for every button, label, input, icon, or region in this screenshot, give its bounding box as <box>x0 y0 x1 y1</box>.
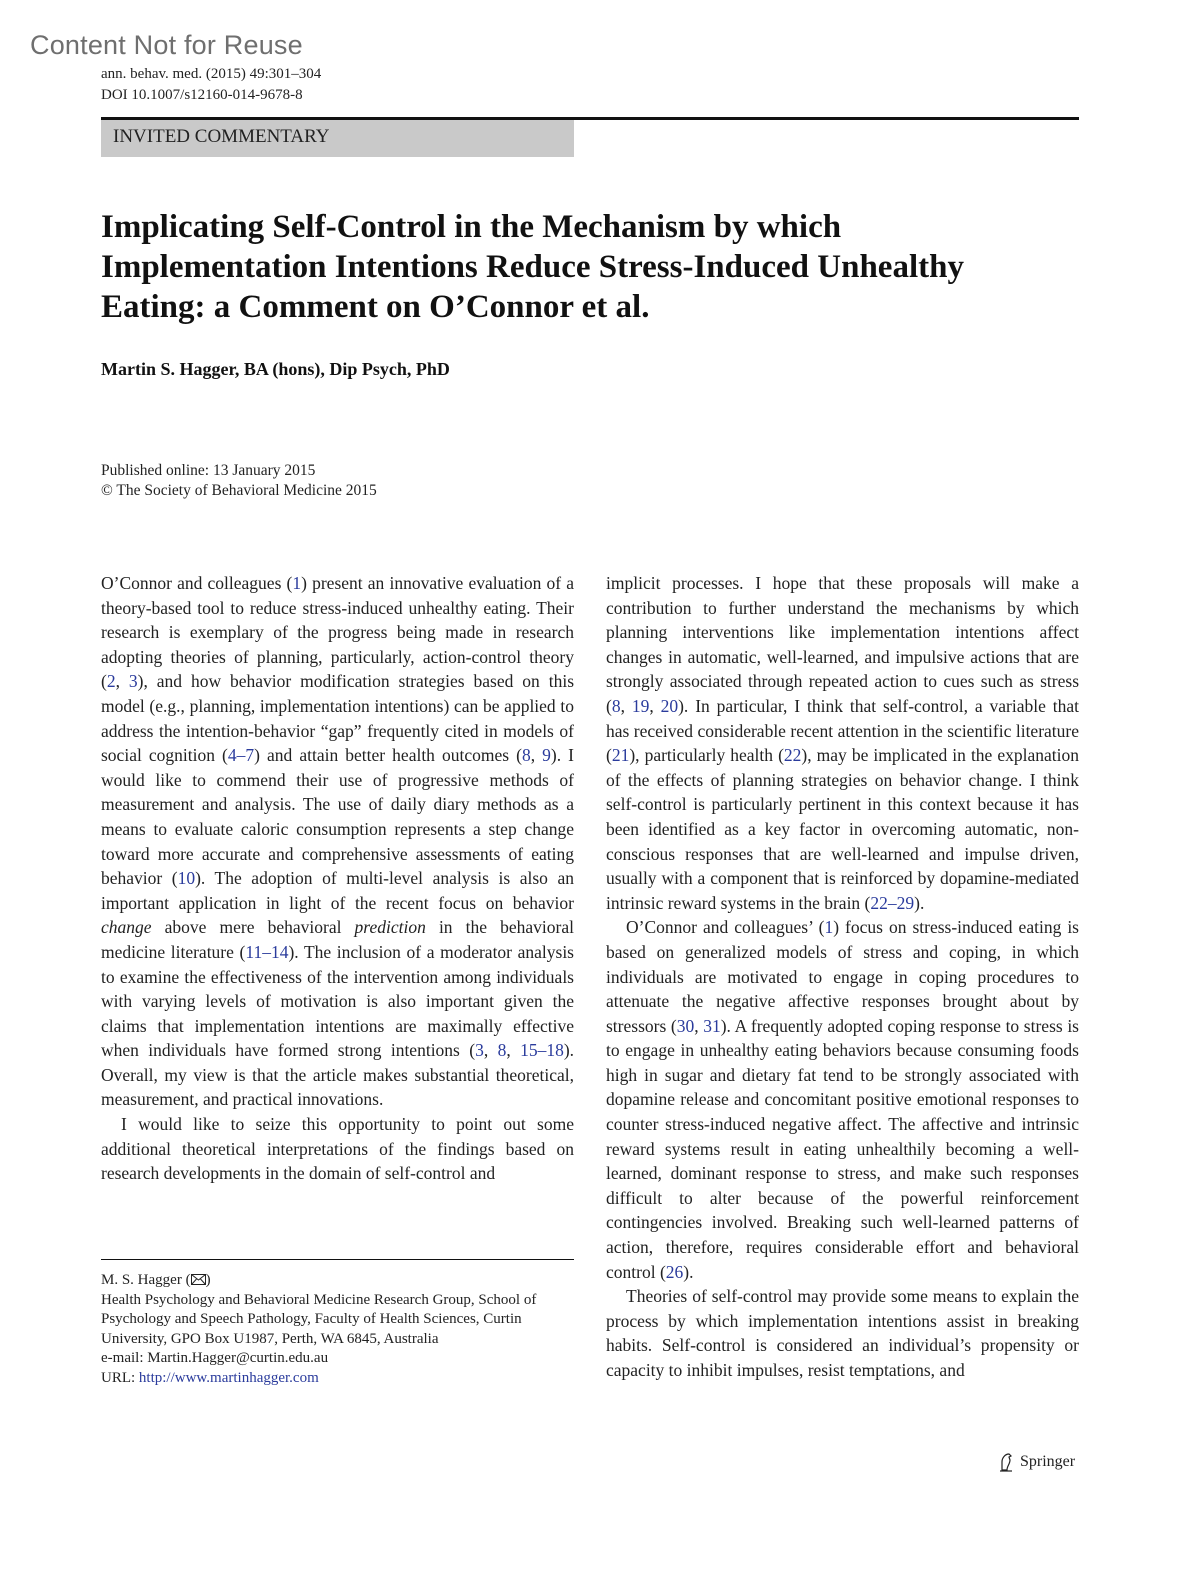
paragraph: O’Connor and colleagues’ (1) focus on stress-induced eating is based on generalized models of stress and coping, in which individuals are motivated to engage in coping procedures to attenuate the negative affective responses brought about by stressors (30, 31). A frequently adopted coping response to stress is to engage in unhealthy eating behaviors because consuming foods high in sugar and dietary fat tend to be strongly associated with dopamine release and concomitant positive emotional responses to counter stress-induced negative affect. The affective and intrinsic reward systems result in eating unhealthily becoming a well-learned, dominant response to stress, and make such responses difficult to alter because of the powerful reinforcement contingencies involved. Breaking such well-learned patterns of action, therefore, requires considerable effort and behavioral control (26). <box>606 917 1079 1282</box>
citation-link[interactable]: 22 <box>783 745 802 766</box>
citation-link[interactable]: 4–7 <box>227 745 255 766</box>
citation-link[interactable]: 1 <box>292 573 302 593</box>
paragraph: implicit processes. I hope that these proposals will make a contribution to further understand the mechanisms by which planning interventions like implementation intentions affect changes in automatic, well-learned, and impulsive actions that are strongly associated through repeated action to cues such as stress (8, 19, 20). In particular, I think that self-control, a variable that has received considerable recent attention in the scientific literature (21), particularly health (22), may be implicated in the explanation of the effects of planning strategies on behavior change. I think self-control is particularly pertinent in this context because it has been identified as a key factor in overcoming automatic, non-conscious responses that are well-learned and impulse driven, usually with a component that is reinforced by dopamine-mediated intrinsic reward systems in the brain (22–29). <box>606 573 1080 913</box>
right-column <box>606 571 1079 1383</box>
citation-link[interactable]: 15–18 <box>520 1040 564 1061</box>
citation-link[interactable]: 2 <box>106 671 116 692</box>
citation-link[interactable]: 8 <box>611 695 621 716</box>
footnote-url-label: URL: <box>101 1369 139 1386</box>
citation-link[interactable]: 30 <box>676 1015 695 1036</box>
citation-link[interactable]: 10 <box>177 868 196 889</box>
paragraph: O’Connor and colleagues (1) present an innovative evaluation of a theory-based tool to reduce stress-induced unhealthy eating. Their research is exemplary of the progress being made in research adopting theories of planning, particularly, action-control theory (2, 3), and how behavior modification strategies based on this model (e.g., planning, implementation intentions) can be applied to address the intention-behavior “gap” frequently cited in models of social cognition (4–7) and attain better health outcomes (8, 9). I would like to commend their use of progressive methods of measurement and analysis. The use of daily diary methods as a means to evaluate caloric consumption represents a step change toward more accurate and comprehensive assessments of eating behavior (10). The adoption of multi-level analysis is also an important application in light of the recent focus on behavior change above mere behavioral prediction in the behavioral medicine literature (11–14). The inclusion of a moderator analysis to examine the effectiveness of the intervention among individuals with varying levels of motivation is also important given the claims that implementation intentions are maximally effective when individuals have formed strong intentions (3, 8, 15–18). Overall, my view is that the article makes substantial theoretical, measurement, and practical innovations. <box>101 573 575 1110</box>
author-url-link[interactable]: http://www.martinhagger.com <box>138 1369 319 1386</box>
footnote-affiliation: Health Psychology and Behavioral Medicine Research Group, School of Psychology and Speech Pathology, Faculty of Health Sciences, Curtin University, GPO Box U1987, Perth, WA 6845, Australia <box>101 1291 537 1347</box>
article-title: Implicating Self-Control in the Mechanism by which Implementation Intentions Reduce Stress-Induced Unhealthy Eating: a Comment on O’Connor et al. <box>101 209 964 325</box>
emphasis-text: change <box>101 917 152 938</box>
doi: DOI 10.1007/s12160-014-9678-8 <box>101 87 303 103</box>
footnote-author <box>101 1271 571 1291</box>
published-date: Published online: 13 January 2015 <box>101 462 316 479</box>
paragraph: Theories of self-control may provide some means to explain the process by which implementation intentions assist in breaking habits. Self-control is considered an individual’s propensity or capacity to inhibit impulses, resist temptations, and <box>606 1286 1079 1380</box>
citation-link[interactable]: 26 <box>665 1261 684 1282</box>
citation-link[interactable]: 20 <box>660 695 679 716</box>
journal-citation: ann. behav. med. (2015) 49:301–304 <box>101 66 322 82</box>
footnote-author-name: M. S. Hagger ( <box>101 1272 191 1288</box>
citation-link[interactable]: 11–14 <box>245 941 289 962</box>
citation-link[interactable]: 3 <box>475 1040 484 1061</box>
publication-info <box>101 461 377 501</box>
citation-link[interactable]: 19 <box>631 695 650 716</box>
publisher-logo <box>998 1452 1075 1472</box>
watermark: Content Not for Reuse <box>30 30 303 60</box>
citation-link[interactable]: 3 <box>128 671 138 692</box>
footnote-url-line <box>101 1369 571 1389</box>
footnote-paren: ) <box>205 1272 211 1288</box>
author-footnote <box>101 1271 571 1388</box>
emphasis-text: prediction <box>354 917 426 938</box>
citation-link[interactable]: 22–29 <box>870 892 915 913</box>
citation-link[interactable]: 8 <box>497 1040 507 1061</box>
citation-link[interactable]: 8 <box>521 745 531 766</box>
envelope-icon <box>191 1274 206 1285</box>
publisher-name: Springer <box>1020 1453 1076 1470</box>
citation-link[interactable]: 1 <box>824 917 834 938</box>
citation-link[interactable]: 21 <box>611 745 630 766</box>
footnote-email[interactable]: e-mail: Martin.Hagger@curtin.edu.au <box>101 1350 329 1366</box>
author-line: Martin S. Hagger, BA (hons), Dip Psych, PhD <box>101 359 450 379</box>
section-label: INVITED COMMENTARY <box>101 120 574 157</box>
springer-horse-icon <box>998 1452 1016 1472</box>
citation-link[interactable]: 9 <box>542 745 551 766</box>
left-column <box>101 571 574 1186</box>
citation-link[interactable]: 31 <box>703 1015 721 1036</box>
journal-header <box>101 64 321 106</box>
copyright: © The Society of Behavioral Medicine 2015 <box>101 482 377 499</box>
footnote-rule <box>101 1259 574 1260</box>
paragraph: I would like to seize this opportunity to point out some additional theoretical interpretations of the findings based on research developments in the domain of self-control and <box>101 1114 574 1184</box>
